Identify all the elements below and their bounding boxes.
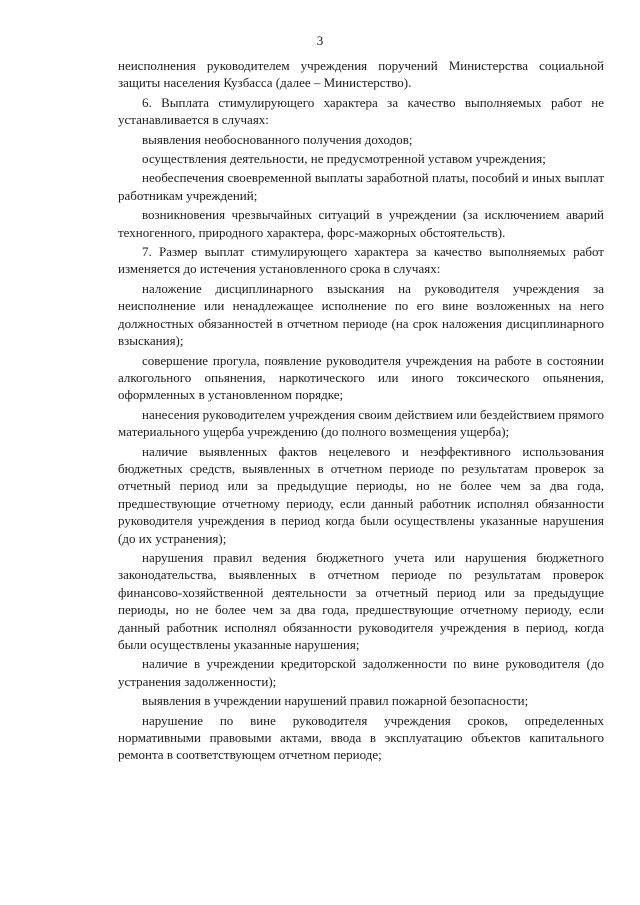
paragraph: неисполнения руководителем учреждения поручений Министерства социальной защиты населения Кузбасса (далее – Министерство).: [118, 58, 604, 91]
paragraph: нанесения руководителем учреждения своим действием или бездействием прямого материального ущерба учреждению (до полного возмещения ущерба);: [118, 406, 604, 440]
paragraph: необеспечения своевременной выплаты заработной платы, пособий и иных выплат работникам учреждений;: [118, 170, 604, 203]
paragraph: 6. Выплата стимулирующего характера за качество выполняемых работ не устанавливается в случаях:: [118, 94, 604, 128]
paragraph: 7. Размер выплат стимулирующего характера за качество выполняемых работ изменяется до истечения установленного срока в случаях:: [118, 244, 604, 277]
document-body: [118, 57, 604, 766]
paragraph: наличие выявленных фактов нецелевого и неэффективного использования бюджетных средств, выявленных в отчетном периоде по результатам проверок за отчетный период или за предыдущие периоды, но не более чем за два года, предшествующие отчетному периоду, если данный работник исполнял обязанности руководителя учреждения в период когда были осуществлены указанные нарушения (до их устранения);: [118, 443, 604, 546]
paragraph: нарушения правил ведения бюджетного учета или нарушения бюджетного законодательства, выявленных в отчетном периоде по результатам проверок финансово-хозяйственной деятельности за отчетный период или за предыдущие периоды, но не более чем за два года, предшествующие отчетному периоду, если данный работник исполнял обязанности руководителя учреждения в период, когда были осуществлены указанные нарушения;: [118, 549, 604, 652]
paragraph: осуществления деятельности, не предусмотренной уставом учреждения;: [142, 151, 546, 167]
paragraph: наложение дисциплинарного взыскания на руководителя учреждения за неисполнение или ненадлежащее исполнение по его вине возложенных на него должностных обязанностей в отчетном периоде (на срок наложения дисциплинарного взыскания);: [118, 280, 604, 349]
paragraph: выявления в учреждении нарушений правил пожарной безопасности;: [142, 693, 529, 709]
page-number: 3: [316, 33, 324, 48]
paragraph: совершение прогула, появление руководителя учреждения на работе в состоянии алкогольного опьянения, наркотического или иного токсического опьянения, оформленных в установленном порядке;: [118, 352, 604, 403]
paragraph: выявления необоснованного получения доходов;: [142, 131, 413, 147]
paragraph: нарушение по вине руководителя учреждения сроков, определенных нормативными правовыми актами, ввода в эксплуатацию объектов капитального ремонта в соответствующем отчетном периоде;: [118, 712, 604, 763]
paragraph: возникновения чрезвычайных ситуаций в учреждении (за исключением аварий техногенного, природного характера, форс-мажорных обстоятельств).: [118, 207, 604, 240]
paragraph: наличие в учреждении кредиторской задолженности по вине руководителя (до устранения задолженности);: [118, 656, 604, 689]
